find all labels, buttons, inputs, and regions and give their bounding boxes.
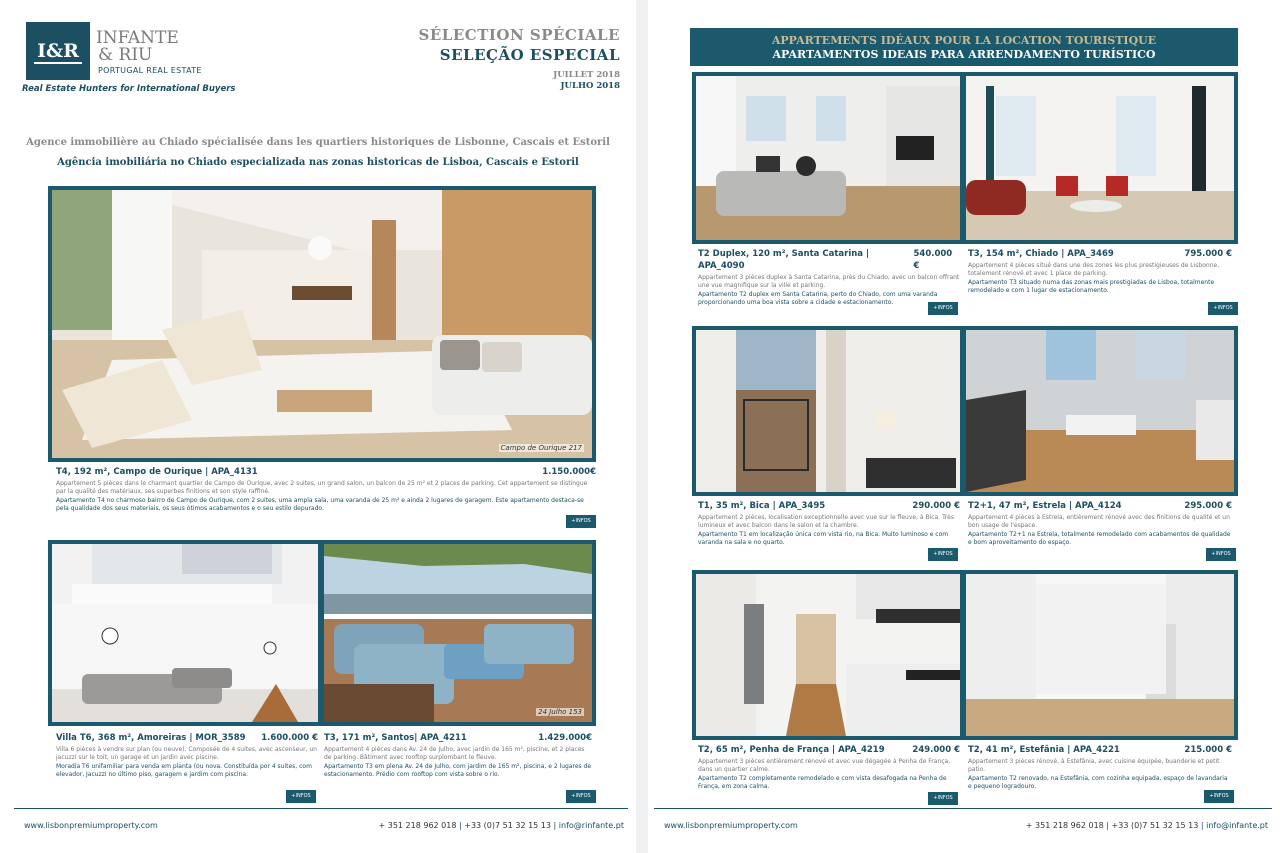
listing-description-fr: Appartement 3 pièces rénové, à Estefânia, avec cuisine équipée, buanderie et petit patio.	[968, 758, 1220, 773]
photo-estrela[interactable]	[962, 326, 1238, 496]
listing-description-fr: Villa 6 pièces à vendre sur plan (ou neuve). Composée de 4 suites, avec ascenseur, un jacuzzi sur le toit, un garage et un jardin avec piscine.	[56, 746, 317, 761]
photo-campo-de-ourique[interactable]	[48, 186, 596, 462]
chiado-living-illustration	[966, 76, 1234, 240]
agency-description-pt: Agência imobiliária no Chiado especializada nas zonas historicas de Lisboa, Cascais e Estoril	[57, 157, 579, 168]
banner-title-fr: APPARTEMENTS IDÉAUX POUR LA LOCATION TOURISTIQUE	[771, 34, 1157, 47]
listing-title: T4, 192 m², Campo de Ourique | APA_4131	[56, 467, 258, 477]
estefania-room-illustration	[966, 574, 1234, 736]
agency-description-fr: Agence immobilière au Chiado spécialisée dans les quartiers historiques de Lisbonne, Cascais et Estoril	[26, 137, 610, 148]
logo-rule	[34, 62, 82, 64]
brand-name-line1: INFANTE	[96, 28, 179, 48]
listing-description-pt: Apartamento T2+1 na Estrela, totalmente remodelado com acabamentos de qualidade e bom aproveitamento do espaço.	[968, 531, 1231, 546]
listing-title: T2+1, 47 m², Estrela | APA_4124	[968, 501, 1122, 511]
tourist-rental-banner	[690, 28, 1238, 66]
listing-penha-de-franca	[698, 744, 960, 791]
rooftop-terrace-illustration	[324, 544, 592, 722]
listing-price: 795.000 €	[1184, 249, 1232, 259]
listing-price: 215.000 €	[1184, 745, 1232, 755]
listing-description-pt: Apartamento T3 situado numa das zonas mais prestigiadas de Lisboa, totalmente remodelado e com 1 lugar de estacionamento.	[968, 279, 1215, 294]
footer-contact	[1026, 821, 1268, 830]
listing-title: T3, 171 m², Santos| APA_4211	[324, 733, 467, 743]
photo-santa-catarina[interactable]	[692, 72, 964, 244]
listing-title-row	[968, 500, 1232, 512]
selection-title-fr: SÉLECTION SPÉCIALE	[418, 26, 620, 44]
listing-description-fr: Appartement 2 pièces, localisation exceptionnelle avec vue sur le fleuve, à Bica. Très lumineux et avec balcon dans le salon et la chambre.	[698, 514, 954, 529]
footer-contact	[379, 821, 625, 830]
footer-separator: |	[1106, 821, 1109, 830]
selection-title-pt: SELEÇÃO ESPECIAL	[439, 46, 620, 64]
listing-price: 290.000 €	[912, 501, 960, 511]
issue-date-pt: JULHO 2018	[560, 81, 620, 91]
more-info-button-estrela[interactable]: +INFOS	[1206, 548, 1236, 561]
more-info-button-penha-de-franca[interactable]: +INFOS	[928, 792, 958, 805]
listing-title: Villa T6, 368 m², Amoreiras | MOR_3589	[56, 733, 246, 743]
listing-description-fr: Appartement 3 pièces duplex à Santa Catarina, près du Chiado, avec un balcon offrant une vue magnifique sur la ville et parking.	[698, 274, 960, 289]
listing-amoreiras	[56, 732, 318, 779]
listing-title-row	[698, 500, 960, 512]
footer-website-link[interactable]: www.lisbonpremiumproperty.com	[664, 821, 798, 830]
photo-bica[interactable]	[692, 326, 964, 496]
footer-separator: |	[1200, 821, 1204, 830]
photo-caption: 24 Julho 153	[538, 708, 582, 716]
brand-tagline: Real Estate Hunters for International Buyers	[22, 84, 236, 94]
logo-monogram: I&R	[37, 40, 79, 62]
footer-divider	[654, 808, 1272, 809]
photo-caption: Campo de Ourique 217	[500, 444, 582, 452]
listing-title: T2, 41 m², Estefânia | APA_4221	[968, 745, 1120, 755]
listing-title: T1, 35 m², Bica | APA_3495	[698, 501, 826, 511]
brand-name-line2: & RIU	[98, 45, 153, 65]
listing-title: T3, 154 m², Chiado | APA_3469	[968, 249, 1114, 259]
listing-description-fr: Appartement 4 pièces dans Av. 24 de Julho, avec jardin de 165 m², piscine, et 2 places de parking. Bâtiment avec rooftop surplombant le fleuve.	[324, 746, 585, 761]
villa-illustration	[52, 544, 318, 722]
kitchen-corridor-illustration	[696, 574, 960, 736]
listing-title-row	[56, 466, 596, 478]
photo-santos[interactable]	[320, 540, 596, 726]
brand-logo	[26, 22, 90, 80]
footer-email-link[interactable]: info@infante.pt	[1206, 821, 1268, 830]
listing-price: 1.600.000 €	[261, 733, 318, 743]
listing-title-row	[698, 744, 960, 756]
footer-separator: |	[553, 821, 557, 830]
photo-amoreiras[interactable]	[48, 540, 322, 726]
listing-price: 1.429.000€	[538, 733, 592, 743]
footer-phone-2[interactable]: +33 (0)7 51 32 15 13	[1111, 821, 1199, 830]
footer-phone-1[interactable]: + 351 218 962 018	[1025, 821, 1104, 830]
listing-title-row	[968, 744, 1232, 756]
listing-description-pt: Apartamento T2 duplex em Santa Catarina, perto do Chiado, com uma varanda proporcionando uma boa vista sobre a cidade e estacionamento.	[698, 291, 938, 306]
more-info-button-amoreiras[interactable]: +INFOS	[286, 790, 316, 803]
right-page	[648, 0, 1280, 853]
listing-title-row	[698, 248, 960, 272]
photo-penha-de-franca[interactable]	[692, 570, 964, 740]
listing-description-fr: Appartement 4 pièces situé dans une des zones les plus prestigieuses de Lisbonne, totalement rénové et avec 1 place de parking.	[968, 262, 1220, 277]
issue-date-fr: JUILLET 2018	[553, 70, 620, 80]
listing-title: T2 Duplex, 120 m², Santa Catarina | APA_4090	[698, 249, 870, 271]
photo-chiado[interactable]	[962, 72, 1238, 244]
listing-price: 540.000 €	[913, 249, 953, 271]
more-info-button-bica[interactable]: +INFOS	[928, 548, 958, 561]
listing-chiado	[968, 248, 1232, 295]
listing-description-pt: Apartamento T4 no charmoso bairro de Campo de Ourique, com 2 suites, uma ampla sala, uma varanda de 25 m² e ainda 2 lugares de garagem. Este apartamento destaca-se pela qualidade dos seus materiais, os seus ótimos acabamentos e o seu estilo depurado.	[56, 497, 584, 512]
brand-name	[96, 30, 179, 64]
listing-description-pt: Apartamento T2 renovado, na Estefânia, com cozinha equipada, espaço de lavandaria e pequeno logradouro.	[968, 775, 1228, 790]
more-info-button-santos[interactable]: +INFOS	[566, 790, 596, 803]
listing-price: 249.000 €	[912, 745, 960, 755]
listing-title: T2, 65 m², Penha de França | APA_4219	[698, 745, 885, 755]
photo-estefania[interactable]	[962, 570, 1238, 740]
footer-email-link[interactable]: info@rinfante.pt	[558, 821, 624, 830]
more-info-button-campo[interactable]: +INFOS	[566, 515, 596, 528]
banner-title-pt: APARTAMENTOS IDEAIS PARA ARRENDAMENTO TURÍSTICO	[772, 48, 1156, 61]
listing-description-pt: Moradia T6 unifamiliar para venda em planta (ou nova. Constituída por 4 suites, com elevador, Jacuzzi no último piso, garagem e jardim com piscina.	[56, 763, 312, 778]
listing-bica	[698, 500, 960, 547]
duplex-living-illustration	[696, 76, 960, 240]
living-room-illustration	[52, 190, 592, 458]
more-info-button-chiado[interactable]: +INFOS	[1208, 302, 1238, 315]
listing-description-fr: Appartement 3 pièces entièrement rénové et avec vue dégagée à Penha de França, dans un quartier calme.	[698, 758, 951, 773]
footer-phone-1[interactable]: + 351 218 962 018	[378, 821, 457, 830]
listing-description-pt: Apartamento T2 completamente remodelado e com vista desafogada na Penha de França, em zona calma.	[698, 775, 947, 790]
footer-website-link[interactable]: www.lisbonpremiumproperty.com	[24, 821, 158, 830]
estrela-render-illustration	[966, 330, 1234, 492]
listing-title-row	[968, 248, 1232, 260]
listing-estrela	[968, 500, 1232, 547]
listing-santa-catarina	[698, 248, 960, 307]
listing-description-fr: Appartement 5 pièces dans le charmant quartier de Campo de Ourique, avec 2 suites, un grand salon, un balcon de 25 m² et 2 places de parking. Cet appartement se distingue par la qualité des matériaux, ses superbes finitions et son style raffiné.	[56, 480, 588, 495]
listing-description-fr: Appartement 4 pièces à Estrela, entièrement rénové avec des finitions de qualité et un bon usage de l'espace.	[968, 514, 1230, 529]
listing-description-pt: Apartamento T1 em localização única com vista rio, na Bica. Muito luminoso e com varanda na sala e no quarto.	[698, 531, 949, 546]
listing-price: 1.150.000€	[542, 467, 596, 477]
listing-title-row	[56, 732, 318, 744]
more-info-button-estefania[interactable]: +INFOS	[1204, 790, 1234, 803]
footer-divider	[14, 808, 628, 809]
left-page	[0, 0, 636, 853]
footer-phone-2[interactable]: +33 (0)7 51 32 15 13	[464, 821, 551, 830]
brand-subtitle: PORTUGAL REAL ESTATE	[98, 66, 202, 75]
listing-santos	[324, 732, 592, 779]
listing-campo-de-ourique	[56, 466, 596, 513]
bica-balcony-illustration	[696, 330, 960, 492]
more-info-button-santa-catarina[interactable]: +INFOS	[928, 302, 958, 315]
listing-description-pt: Apartamento T3 em plena Av. 24 de Julho, com jardim de 165 m², piscina, e 2 lugares de estacionamento. Prédio com rooftop com vista sobre o rio.	[324, 763, 592, 778]
footer-separator: |	[459, 821, 462, 830]
page-gutter	[636, 0, 648, 853]
listing-estefania	[968, 744, 1232, 791]
listing-title-row	[324, 732, 592, 744]
listing-price: 295.000 €	[1184, 501, 1232, 511]
